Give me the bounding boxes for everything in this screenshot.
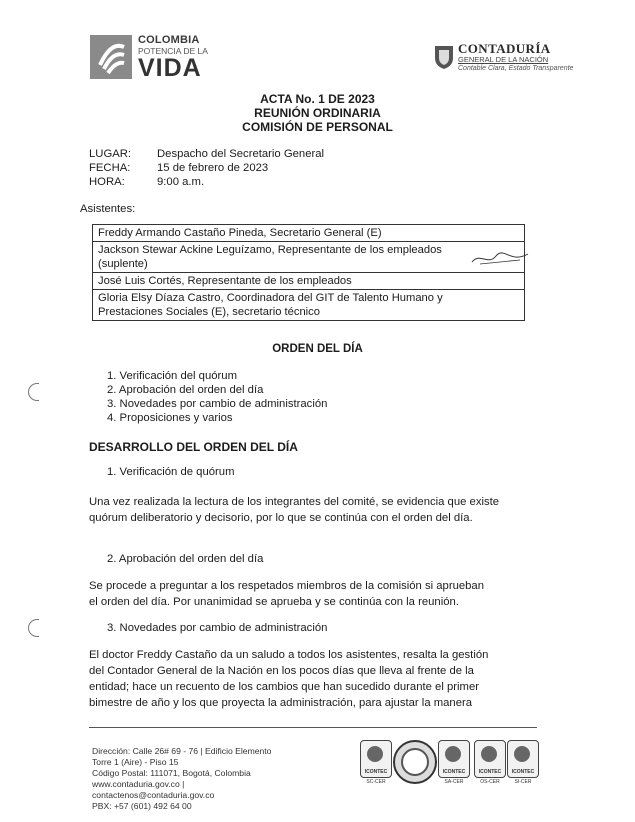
time-label: HORA: <box>89 176 125 188</box>
punch-hole <box>28 383 39 401</box>
certification-badge: ICONTEC OS-CER <box>474 740 506 785</box>
section-1-text: quórum deliberatorio y decisorio, por lo que se continúa con el orden del día. <box>89 512 473 524</box>
section-3-text: entidad; hace un recuento de los cambios que han sucedido durante el primer <box>89 681 479 693</box>
attendees-label: Asistentes: <box>80 203 136 215</box>
section-2-text: Se procede a preguntar a los respetados miembros de la comisión si aprueban <box>89 580 484 592</box>
attendees-table <box>92 224 525 321</box>
section-1-title: 1. Verificación de quórum <box>107 466 235 478</box>
colombia-logo-text <box>138 34 228 80</box>
section-3-text: del Contador General de la Nación en los pocos días que lleva al frente de la <box>89 665 474 677</box>
section-3-text: bimestre de año y los que proyecta la administración, para ajustar la manera <box>89 697 473 709</box>
time-value: 9:00 a.m. <box>157 176 205 188</box>
section-3-title: 3. Novedades por cambio de administración <box>107 622 328 634</box>
footer-line: www.contaduria.gov.co | contactenos@contaduria.gov.co <box>92 779 215 800</box>
meeting-type: REUNIÓN ORDINARIA <box>254 106 381 120</box>
attendee-cell: Gloria Elsy Díaza Castro, Coordinadora del GIT de Talento Humano y Prestaciones Sociales (E), secretario técnico <box>93 290 525 321</box>
certification-badge: ICONTEC SC-CER <box>360 740 392 785</box>
place-value: Despacho del Secretario General <box>157 148 325 160</box>
footer-line: PBX: +57 (601) 492 64 00 <box>92 801 192 811</box>
attendee-cell: José Luis Cortés, Representante de los empleados <box>93 273 525 290</box>
section-1-text: Una vez realizada la lectura de los integrantes del comité, se evidencia que existe <box>89 496 500 508</box>
punch-hole <box>28 619 39 637</box>
section-3-text: El doctor Freddy Castaño da un saludo a todos los asistentes, resalta la gestión <box>89 649 489 661</box>
contaduria-name: CONTADURÍA <box>458 41 551 56</box>
section-2-text: el orden del día. Por unanimidad se aprueba y se continúa con la reunión. <box>89 596 459 608</box>
table-row <box>93 225 525 242</box>
colombia-wave-logo-icon <box>90 35 132 79</box>
table-row <box>93 273 525 290</box>
agenda-item: 4. Proposiciones y varios <box>107 412 233 424</box>
table-row <box>93 242 525 273</box>
footer-divider <box>89 727 537 728</box>
shield-logo-icon <box>433 44 455 70</box>
certification-badge: ICONTEC SA-CER <box>438 740 470 785</box>
footer-line: Código Postal: 111071, Bogotá, Colombia <box>92 768 251 778</box>
agenda-item: 3. Novedades por cambio de administración <box>107 398 328 410</box>
agenda-item: 1. Verificación del quórum <box>107 370 237 382</box>
logo-line-3: VIDA <box>138 54 202 82</box>
date-value: 15 de febrero de 2023 <box>157 162 269 174</box>
contaduria-subtitle: GENERAL DE LA NACIÓN <box>458 55 549 64</box>
logo-line-2: POTENCIA DE LA <box>138 46 208 56</box>
seal-icon <box>393 740 437 784</box>
commission-name: COMISIÓN DE PERSONAL <box>242 120 393 134</box>
attendee-cell: Freddy Armando Castaño Pineda, Secretario General (E) <box>93 225 525 242</box>
footer-line: Torre 1 (Aire) - Piso 15 <box>92 757 179 767</box>
place-label: LUGAR: <box>89 148 132 160</box>
agenda-item: 2. Aprobación del orden del día <box>107 384 264 396</box>
contaduria-logo-text <box>458 42 598 73</box>
footer-line: Dirección: Calle 26# 69 - 76 | Edificio Elemento <box>92 746 272 756</box>
certification-badge: ICONTEC SI-CER <box>507 740 539 785</box>
attendee-cell: Jackson Stewar Ackine Leguízamo, Representante de los empleados (suplente) <box>93 242 525 273</box>
section-2-title: 2. Aprobación del orden del día <box>107 553 264 565</box>
signature-mark <box>470 248 530 268</box>
date-label: FECHA: <box>89 162 131 174</box>
act-title: ACTA No. 1 DE 2023 <box>260 92 375 106</box>
agenda-heading: ORDEN DEL DÍA <box>272 343 363 355</box>
contaduria-slogan: Contable Clara, Estado Transparente <box>458 65 574 72</box>
footer-address <box>92 746 292 812</box>
logo-line-1: COLOMBIA <box>138 34 200 46</box>
development-heading: DESARROLLO DEL ORDEN DEL DÍA <box>89 440 298 454</box>
table-row <box>93 290 525 321</box>
